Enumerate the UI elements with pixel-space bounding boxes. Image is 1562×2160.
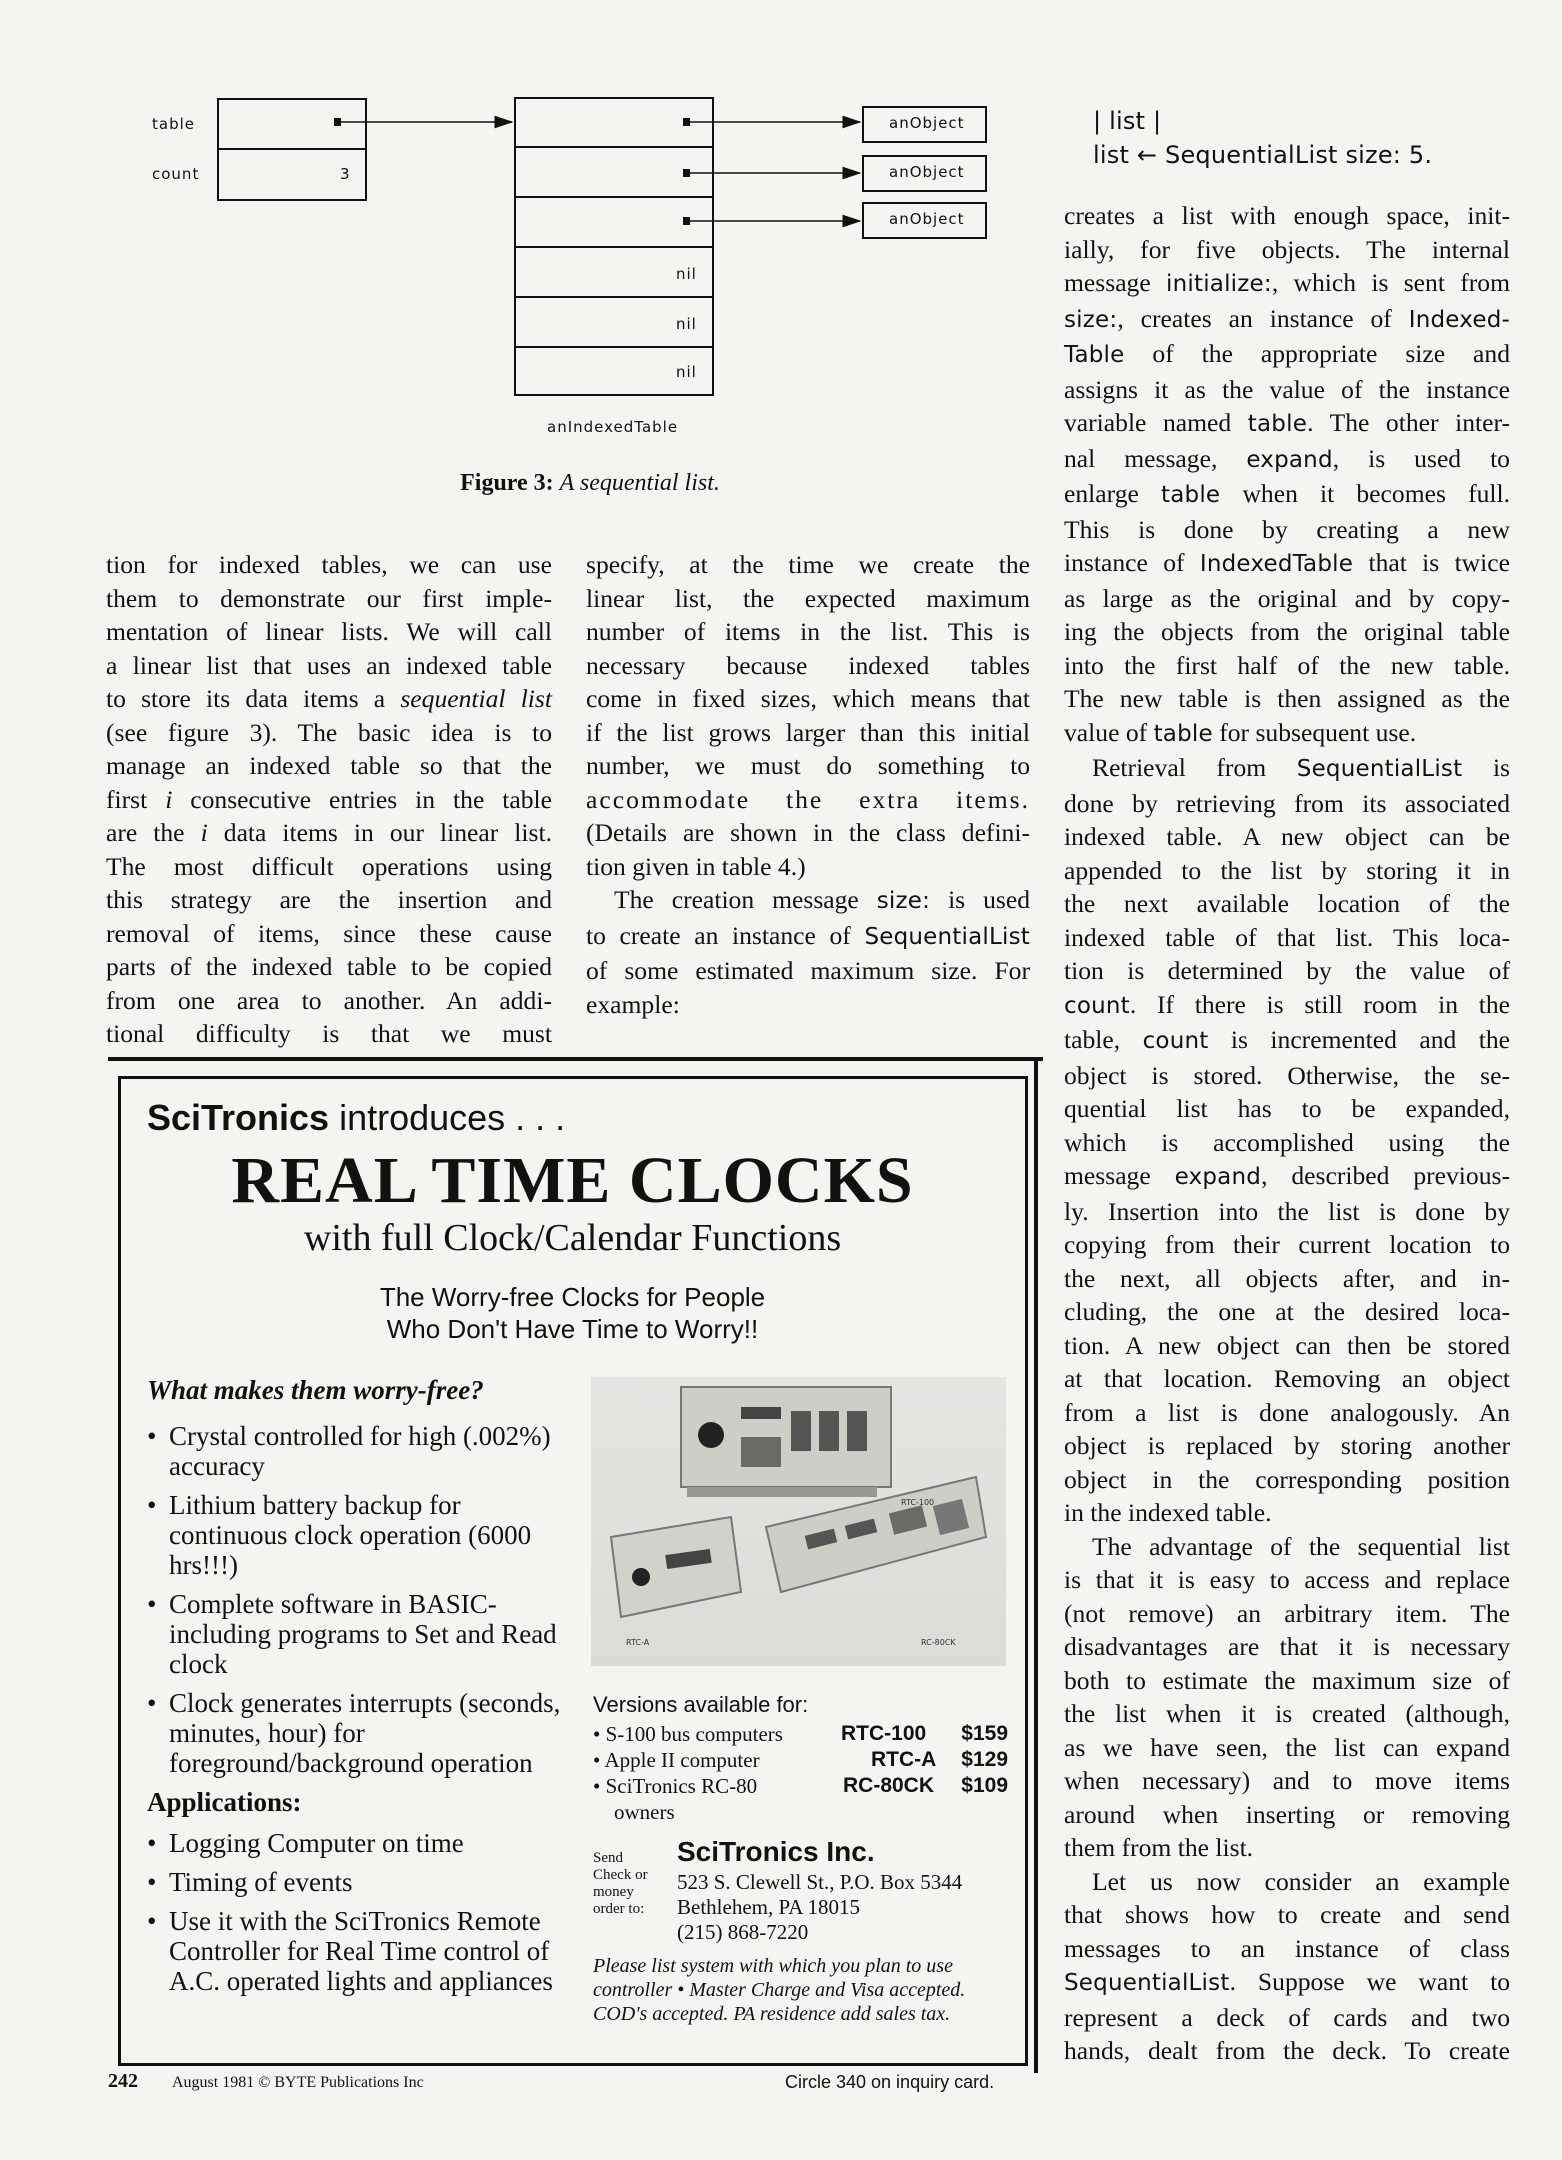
object-label: anObject bbox=[889, 163, 965, 181]
text-line: manage an indexed table so that the bbox=[106, 751, 552, 780]
page-number: 242 bbox=[108, 2070, 138, 2092]
ad-intro-text: introduces . . . bbox=[329, 1097, 566, 1138]
version-model: RC-80CK bbox=[843, 1774, 935, 1797]
issue-credit: August 1981 © BYTE Publications Inc bbox=[172, 2074, 424, 2091]
text-line: tion given in table 4.) bbox=[586, 851, 806, 881]
text-line: indexed table. A new object can be bbox=[1064, 822, 1510, 851]
chip bbox=[819, 1411, 839, 1451]
text-line: message expand, described previous- bbox=[1064, 1161, 1510, 1190]
text-line: tion. A new object can then be stored bbox=[1064, 1330, 1510, 1360]
version-price: $129 bbox=[961, 1748, 1008, 1771]
versions-owners: owners bbox=[614, 1800, 675, 1824]
text-line: linear list, the expected maximum bbox=[586, 583, 1030, 613]
chip bbox=[847, 1411, 867, 1451]
text-line: appended to the list by storing it in bbox=[1064, 855, 1510, 885]
text-line: quential list has to be expanded, bbox=[1064, 1094, 1510, 1123]
text-line: them from the list. bbox=[1064, 1833, 1254, 1862]
text-line: copying from their current location to bbox=[1064, 1230, 1510, 1259]
text-line: represent a deck of cards and two bbox=[1064, 2002, 1510, 2032]
text-line: assigns it as the value of the instance bbox=[1064, 374, 1510, 404]
ad-features-heading: What makes them worry-free? bbox=[147, 1375, 484, 1405]
ad-intro bbox=[147, 1097, 565, 1139]
inquiry-note: Circle 340 on inquiry card. bbox=[785, 2072, 995, 2092]
text-line: this strategy are the insertion and bbox=[106, 885, 552, 914]
version-platform: SciTronics RC-80 bbox=[605, 1774, 758, 1798]
text-line: ing the objects from the original table bbox=[1064, 617, 1510, 646]
text-line: count. If there is still room in the bbox=[1064, 989, 1510, 1019]
text-line: come in fixed sizes, which means that bbox=[586, 684, 1030, 713]
text-line: ly. Insertion into the list is done by bbox=[1064, 1196, 1510, 1226]
text-line: (Details are shown in the class defini- bbox=[586, 818, 1030, 847]
text-line: the next available location of the bbox=[1064, 889, 1510, 918]
slot-nil: nil bbox=[676, 265, 697, 283]
text-line: to create an instance of SequentialList bbox=[586, 920, 1030, 950]
text-line: that shows how to create and send bbox=[1064, 1900, 1510, 1929]
code-line: list ← SequentialList size: 5. bbox=[1093, 141, 1433, 169]
ad-feature: • Clock generates interrupts (seconds, minutes, hour) for foreground/background operation bbox=[147, 1688, 567, 1778]
pointer-dot bbox=[683, 217, 690, 225]
pointer-dot bbox=[683, 118, 690, 126]
battery-icon bbox=[632, 1568, 650, 1586]
table-divider bbox=[514, 296, 714, 298]
text-line: object is stored. Otherwise, the se- bbox=[1064, 1060, 1510, 1090]
text-line: are the i data items in our linear list. bbox=[106, 818, 552, 847]
text-line: both to estimate the maximum size of bbox=[1064, 1665, 1510, 1695]
version-model: RTC-100 bbox=[841, 1722, 927, 1745]
text-line: is that it is easy to access and replace bbox=[1064, 1565, 1510, 1594]
table-divider bbox=[514, 346, 714, 348]
ad-right-rule bbox=[1034, 1061, 1038, 2073]
text-line: as we have seen, the list can expand bbox=[1064, 1732, 1510, 1762]
text-line: removal of items, since these cause bbox=[106, 918, 552, 948]
text-line: specify, at the time we create the bbox=[586, 550, 1030, 579]
photo-label: RC-80CK bbox=[921, 1638, 956, 1647]
chip bbox=[791, 1411, 811, 1451]
text-line: when necessary) and to move items bbox=[1064, 1766, 1510, 1795]
company-name: SciTronics Inc. bbox=[677, 1836, 875, 1867]
text-line: indexed table of that list. This loca- bbox=[1064, 922, 1510, 952]
indexed-table-label: anIndexedTable bbox=[547, 418, 679, 436]
caption-bold: Figure 3: bbox=[460, 470, 554, 496]
text-line: necessary because indexed tables bbox=[586, 650, 1030, 680]
text-line: message initialize:, which is sent from bbox=[1064, 268, 1510, 297]
chip bbox=[741, 1437, 781, 1467]
text-line: tion is determined by the value of bbox=[1064, 956, 1510, 985]
version-row: • S-100 bus computers RTC-100 $159 bbox=[593, 1722, 1008, 1746]
column-3 bbox=[1064, 199, 1510, 2068]
text-line: if the list grows larger than this initial bbox=[586, 717, 1030, 747]
slot-nil: nil bbox=[676, 363, 697, 381]
version-row: • SciTronics RC-80 RC-80CK $109 bbox=[593, 1774, 1008, 1798]
text-line: creates a list with enough space, init- bbox=[1064, 201, 1510, 230]
text-line: Table of the appropriate size and bbox=[1064, 339, 1510, 368]
photo-label: RTC-100 bbox=[901, 1498, 935, 1507]
versions-heading: Versions available for: bbox=[593, 1692, 809, 1717]
ad-application: • Use it with the SciTronics Remote Controller for Real Time control of A.C. operated lights and appliances bbox=[147, 1906, 577, 1996]
code-example bbox=[1093, 104, 1432, 172]
text-line: of some estimated maximum size. For bbox=[586, 956, 1030, 985]
caption-italic: A sequential list. bbox=[559, 470, 720, 496]
ad-headline: REAL TIME CLOCKS bbox=[231, 1144, 914, 1217]
ad-tagline-line: The Worry-free Clocks for People bbox=[379, 1282, 766, 1312]
ad-feature: • Lithium battery backup for continuous clock operation (6000 hrs!!!) bbox=[147, 1490, 567, 1580]
ad-brand: SciTronics bbox=[147, 1097, 330, 1138]
text-line: accommodate the extra items. bbox=[586, 784, 1030, 814]
text-line: number, we must do something to bbox=[586, 751, 1030, 780]
ad-features-list bbox=[147, 1421, 567, 1787]
figure-arrows bbox=[0, 0, 1000, 260]
text-line: This is done by creating a new bbox=[1064, 514, 1510, 544]
version-price: $159 bbox=[961, 1722, 1008, 1745]
text-line: from one area to another. An addi- bbox=[106, 985, 552, 1015]
text-line: size:, creates an instance of Indexed- bbox=[1064, 303, 1510, 333]
text-line: The new table is then assigned as the bbox=[1064, 684, 1510, 713]
count-value: 3 bbox=[340, 165, 351, 183]
object-label: anObject bbox=[889, 210, 965, 228]
text-line: The advantage of the sequential list bbox=[1092, 1531, 1510, 1561]
ad-application: • Timing of events bbox=[147, 1867, 577, 1897]
ad-applications-heading: Applications: bbox=[147, 1787, 302, 1817]
text-line: mentation of linear lists. We will call bbox=[106, 617, 552, 646]
text-line: into the first half of the new table. bbox=[1064, 650, 1510, 680]
term-sequential-list: sequential list bbox=[400, 684, 552, 713]
text-line: value of table for subsequent use. bbox=[1064, 717, 1417, 747]
column-1 bbox=[106, 548, 552, 1051]
text-line: hands, dealt from the deck. To create bbox=[1064, 2036, 1510, 2065]
text-line: table, count is incremented and the bbox=[1064, 1025, 1510, 1054]
ad-tagline bbox=[120, 1281, 1025, 1345]
text-line: object in the corresponding position bbox=[1064, 1464, 1510, 1494]
pointer-dot bbox=[334, 118, 341, 126]
count-label: count bbox=[152, 165, 200, 183]
column-2 bbox=[586, 548, 1030, 1021]
ad-applications-list bbox=[147, 1828, 577, 2005]
pointer-dot bbox=[683, 169, 690, 177]
version-platform: Apple II computer bbox=[604, 1748, 760, 1772]
text-line: done by retrieving from its associated bbox=[1064, 788, 1510, 818]
text-line: Retrieval from SequentialList is bbox=[1092, 753, 1511, 782]
text-line: tional difficulty is that we must bbox=[106, 1019, 552, 1048]
ad-subheadline: with full Clock/Calendar Functions bbox=[303, 1217, 842, 1259]
ad-fine-print: Please list system with which you plan to use controller • Master Charge and Visa accepted. COD's accepted. PA residence add sales tax. bbox=[593, 1955, 966, 2025]
text-line: disadvantages are that it is necessary bbox=[1064, 1632, 1510, 1661]
text-line: parts of the indexed table to be copied bbox=[106, 952, 552, 981]
slot-nil: nil bbox=[676, 315, 697, 333]
text-line: to store its data items a sequential list bbox=[106, 684, 552, 713]
version-row: • Apple II computer RTC-A $129 bbox=[593, 1748, 1008, 1772]
table-label: table bbox=[152, 115, 195, 133]
text-line: object is replaced by storing another bbox=[1064, 1431, 1510, 1460]
text-line: tion for indexed tables, we can use bbox=[106, 550, 552, 579]
text-line: The most difficult operations using bbox=[106, 851, 552, 881]
company-address: 523 S. Clewell St., P.O. Box 5344 Bethlehem, PA 18015 (215) 868-7220 bbox=[677, 1870, 963, 1944]
text-line: the next, all objects after, and in- bbox=[1064, 1263, 1510, 1293]
chip bbox=[741, 1407, 781, 1419]
ad-feature: • Crystal controlled for high (.002%) accuracy bbox=[147, 1421, 567, 1481]
ad-top-rule bbox=[108, 1057, 1043, 1061]
text-line: around when inserting or removing bbox=[1064, 1799, 1510, 1829]
text-line: at that location. Removing an object bbox=[1064, 1364, 1510, 1393]
text-line: the list when it is created (although, bbox=[1064, 1699, 1510, 1728]
text-line: messages to an instance of class bbox=[1064, 1933, 1510, 1963]
text-line: nal message, expand, is used to bbox=[1064, 443, 1510, 473]
version-price: $109 bbox=[961, 1774, 1008, 1797]
text-line: (see figure 3). The basic idea is to bbox=[106, 717, 552, 747]
version-platform: S-100 bus computers bbox=[605, 1722, 783, 1746]
text-line: as large as the original and by copy- bbox=[1064, 583, 1510, 613]
text-line: (not remove) an arbitrary item. The bbox=[1064, 1598, 1510, 1628]
text-line: enlarge table when it becomes full. bbox=[1064, 479, 1511, 508]
text-line: a linear list that uses an indexed table bbox=[106, 650, 552, 680]
figure-caption bbox=[380, 470, 800, 497]
text-line: in the indexed table. bbox=[1064, 1498, 1272, 1527]
ad-feature: • Complete software in BASIC-including programs to Set and Read clock bbox=[147, 1589, 567, 1679]
text-line: from a list is done analogously. An bbox=[1064, 1397, 1510, 1427]
text-line: which is accomplished using the bbox=[1064, 1127, 1510, 1157]
text-line: ially, for five objects. The internal bbox=[1064, 234, 1510, 264]
version-model: RTC-A bbox=[871, 1748, 937, 1771]
send-label: Send Check or money order to: bbox=[593, 1850, 648, 1917]
product-photo bbox=[591, 1377, 1006, 1666]
text-line: Let us now consider an example bbox=[1092, 1866, 1510, 1896]
object-label: anObject bbox=[889, 114, 965, 132]
ad-tagline-line: Who Don't Have Time to Worry!! bbox=[386, 1314, 759, 1344]
text-line: number of items in the list. This is bbox=[586, 617, 1030, 646]
text-line: example: bbox=[586, 989, 680, 1019]
edge-connector bbox=[687, 1487, 877, 1497]
text-line: first i consecutive entries in the table bbox=[106, 784, 552, 814]
text-line: them to demonstrate our first imple- bbox=[106, 583, 552, 613]
ad-application: • Logging Computer on time bbox=[147, 1828, 577, 1858]
text-line: SequentialList. Suppose we want to bbox=[1064, 1967, 1510, 1996]
text-line: instance of IndexedTable that is twice bbox=[1064, 548, 1510, 577]
circuit-boards-illustration bbox=[591, 1377, 1006, 1666]
text-line: variable named table. The other inter- bbox=[1064, 408, 1510, 437]
text-line: cluding, the one at the desired loca- bbox=[1064, 1297, 1510, 1326]
battery-icon bbox=[698, 1422, 724, 1448]
text-line: The creation message size: is used bbox=[614, 885, 1030, 914]
photo-label: RTC-A bbox=[626, 1638, 650, 1647]
code-line: | list | bbox=[1093, 107, 1162, 135]
